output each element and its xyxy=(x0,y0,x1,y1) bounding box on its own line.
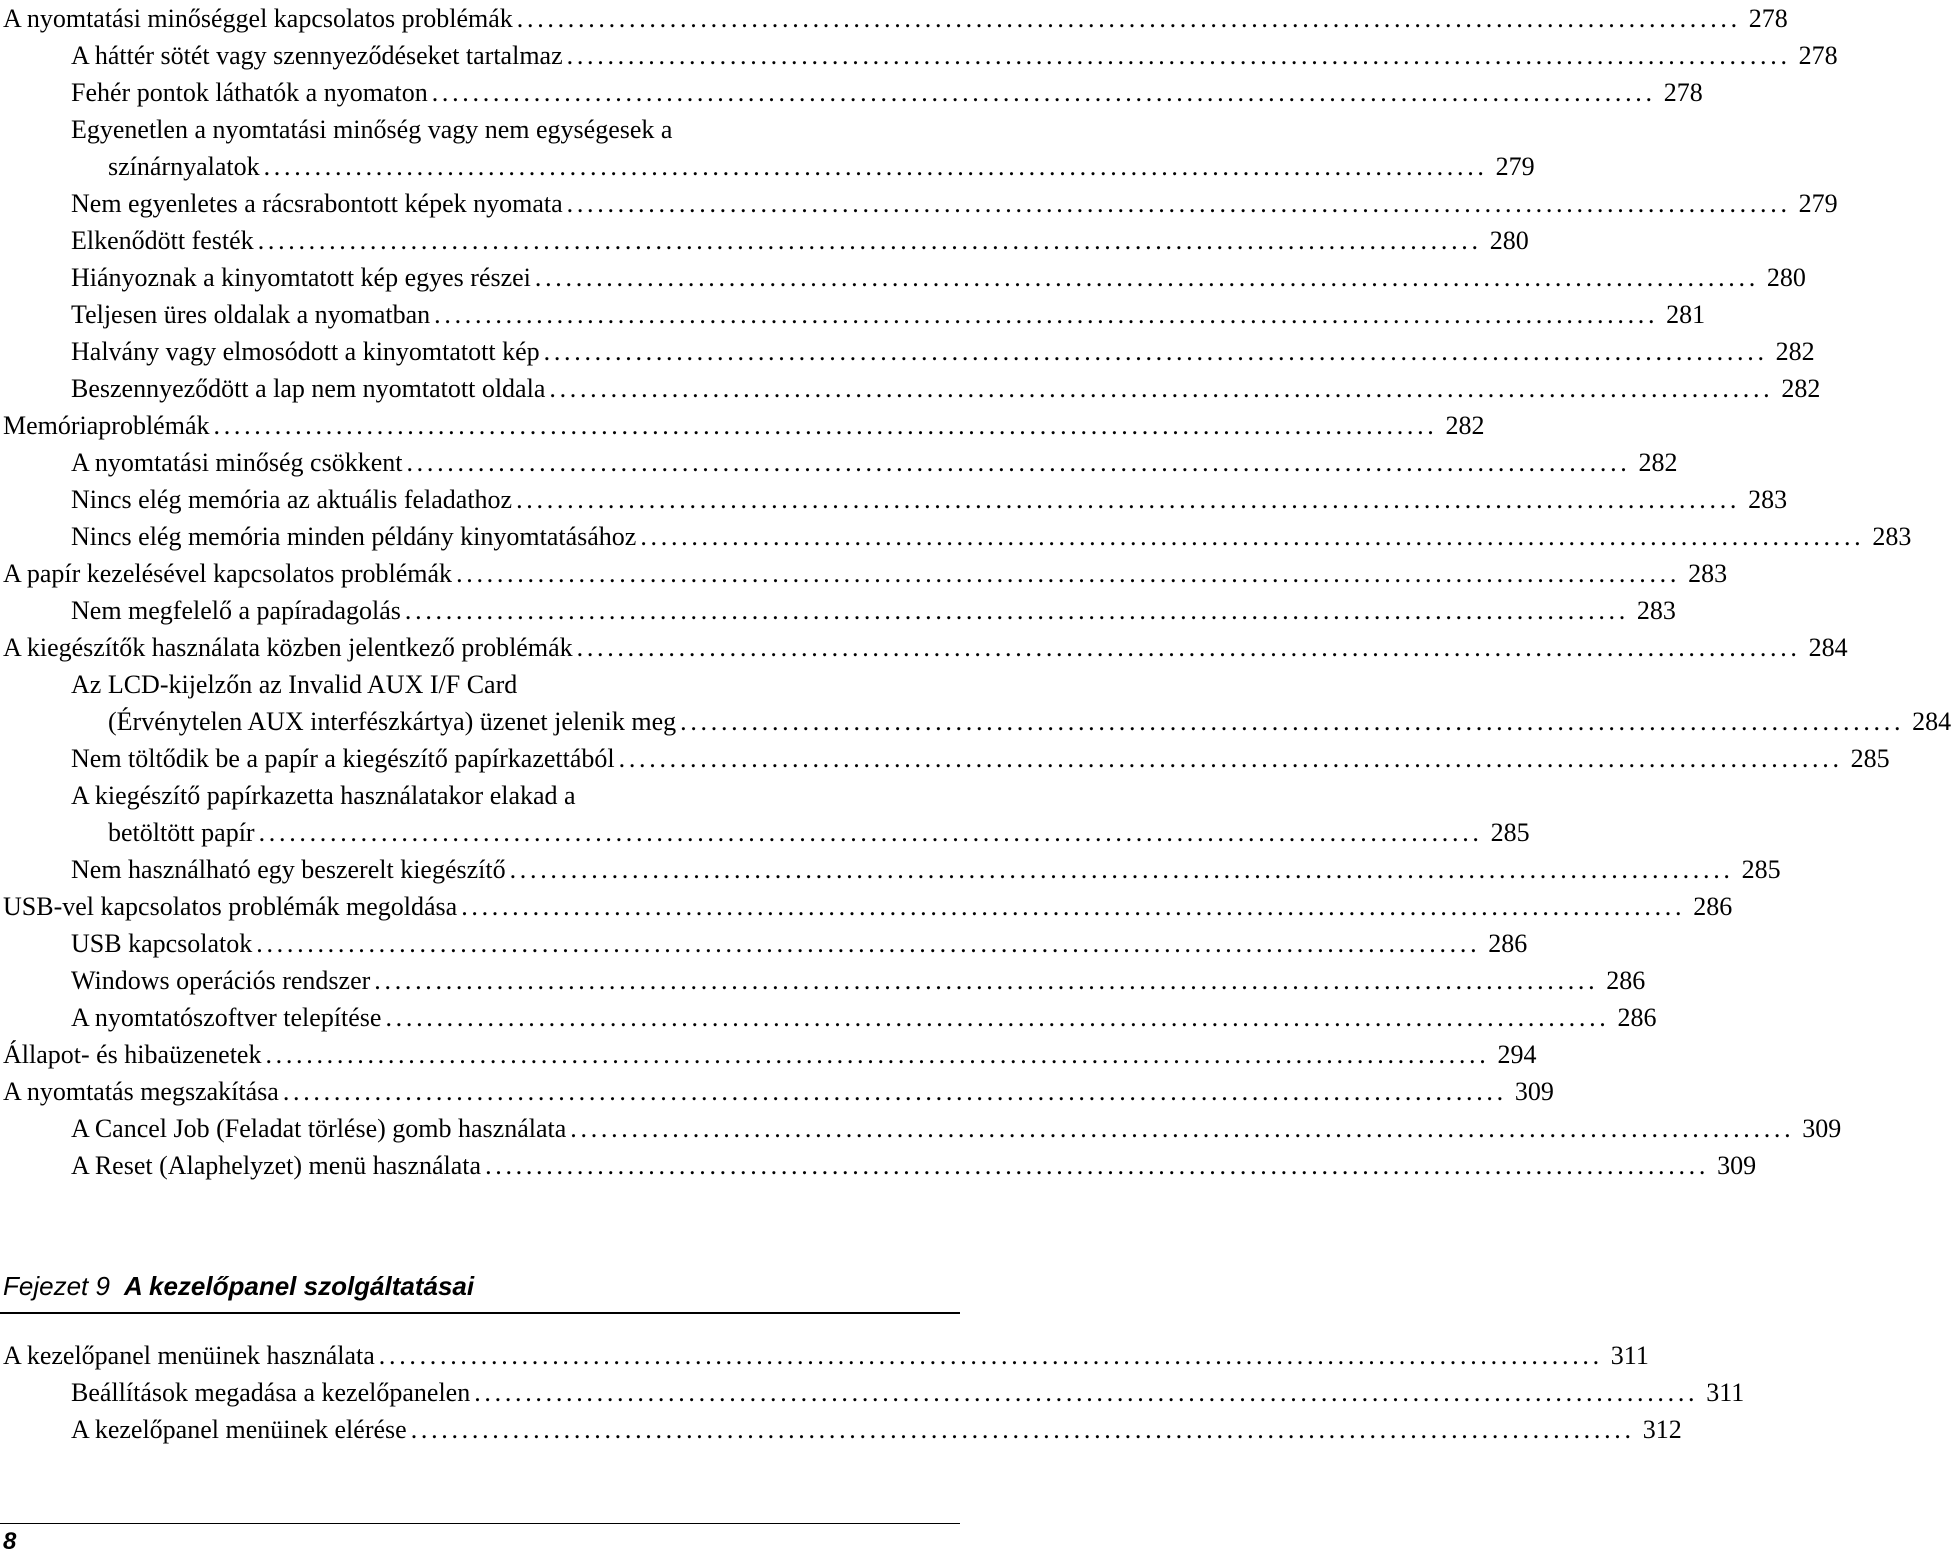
toc-entry[interactable] xyxy=(0,370,1821,407)
dot-leader: ........................................................................................................................ xyxy=(256,929,1481,958)
toc-entry-page: 311 xyxy=(1706,1378,1745,1407)
chapter-label: Fejezet 9 xyxy=(3,1271,110,1301)
dot-leader: ........................................................................................................................ xyxy=(516,485,1741,514)
dot-leader: ........................................................................................................................ xyxy=(516,4,1741,33)
toc-entry-page: 283 xyxy=(1872,522,1912,551)
toc-entry-title: Halvány vagy elmosódott a kinyomtatott kép xyxy=(71,337,540,366)
toc-entry[interactable] xyxy=(0,1036,1537,1073)
toc-entry-page: 278 xyxy=(1663,78,1703,107)
toc-entry[interactable] xyxy=(0,888,1733,925)
toc-entry-title: A háttér sötét vagy szennyeződéseket tartalmaz xyxy=(71,41,563,70)
toc-entry[interactable] xyxy=(0,851,1781,888)
toc-entry-title: USB kapcsolatok xyxy=(71,929,253,958)
toc-entry[interactable] xyxy=(0,259,1806,296)
toc-entry-title: A kezelőpanel menüinek használata xyxy=(3,1341,375,1370)
toc-entry-page: 286 xyxy=(1606,966,1646,995)
dot-leader: ........................................................................................................................ xyxy=(434,300,1659,329)
toc-entry-title: A papír kezelésével kapcsolatos problémák xyxy=(3,559,453,588)
toc-entry-title: A kezelőpanel menüinek elérése xyxy=(71,1415,407,1444)
toc-entry-title: betöltött papír xyxy=(108,818,255,847)
toc-entry-title: Beállítások megadása a kezelőpanelen xyxy=(71,1378,471,1407)
toc-entry-page: 282 xyxy=(1638,448,1678,477)
chapter-title: A kezelőpanel szolgáltatásai xyxy=(123,1271,475,1301)
toc-entry-page: 278 xyxy=(1798,41,1838,70)
toc-entry-title: A nyomtatás megszakítása xyxy=(3,1077,279,1106)
toc-entry-title: A nyomtatási minőség csökkent xyxy=(71,448,403,477)
dot-leader: ........................................................................................................................ xyxy=(257,226,1482,255)
dot-leader: ........................................................................................................................ xyxy=(410,1415,1635,1444)
toc-entry-title: Elkenődött festék xyxy=(71,226,254,255)
toc-entry[interactable] xyxy=(0,74,1703,111)
dot-leader: ........................................................................................................................ xyxy=(640,522,1865,551)
toc-entry[interactable] xyxy=(0,1110,1842,1147)
toc-entry-title: A kiegészítők használata közben jelentkező problémák xyxy=(3,633,573,662)
dot-leader: ........................................................................................................................ xyxy=(404,596,1629,625)
toc-entry-page: 309 xyxy=(1514,1077,1554,1106)
toc-entry-title: Nincs elég memória minden példány kinyomtatásához xyxy=(71,522,637,551)
toc-entry[interactable] xyxy=(0,999,1657,1036)
dot-leader: ........................................................................................................................ xyxy=(566,189,1791,218)
toc-entry-title: Memóriaproblémák xyxy=(3,411,210,440)
dot-leader: ........................................................................................................................ xyxy=(213,411,1438,440)
dot-leader: ........................................................................................................................ xyxy=(374,966,1599,995)
toc-entry[interactable] xyxy=(0,111,1535,185)
toc-entry-page: 285 xyxy=(1741,855,1781,884)
toc-entry[interactable] xyxy=(0,629,1848,666)
toc-entry-page: 283 xyxy=(1636,596,1676,625)
dot-leader: ........................................................................................................................ xyxy=(258,818,1483,847)
dot-leader: ........................................................................................................................ xyxy=(385,1003,1610,1032)
dot-leader: ........................................................................................................................ xyxy=(618,744,1843,773)
toc-entry[interactable] xyxy=(0,518,1912,555)
toc-entry-title: Az LCD-kijelzőn az Invalid AUX I/F Card xyxy=(71,670,518,699)
dot-leader: ........................................................................................................................ xyxy=(406,448,1631,477)
toc-entry-title: Nem használható egy beszerelt kiegészítő xyxy=(71,855,506,884)
toc-entry-page: 280 xyxy=(1766,263,1806,292)
toc-entry-page: 278 xyxy=(1748,4,1788,33)
dot-leader: ........................................................................................................................ xyxy=(534,263,1759,292)
toc-entry-title: Windows operációs rendszer xyxy=(71,966,371,995)
dot-leader: ........................................................................................................................ xyxy=(576,633,1801,662)
toc-entry-title: Egyenetlen a nyomtatási minőség vagy nem egységesek a xyxy=(71,115,673,144)
footer-divider xyxy=(0,1523,960,1524)
dot-leader: ........................................................................................................................ xyxy=(485,1151,1710,1180)
toc-entry-page: 282 xyxy=(1775,337,1815,366)
toc-entry[interactable] xyxy=(0,444,1678,481)
toc-entry-page: 294 xyxy=(1497,1040,1537,1069)
dot-leader: ........................................................................................................................ xyxy=(282,1077,1507,1106)
toc-entry-title: Állapot- és hibaüzenetek xyxy=(3,1040,262,1069)
toc-entry[interactable] xyxy=(0,666,1951,740)
toc-entry[interactable] xyxy=(0,185,1838,222)
toc-entry-title: A nyomtatási minőséggel kapcsolatos problémák xyxy=(3,4,513,33)
toc-entry-page: 279 xyxy=(1495,152,1535,181)
toc-entry[interactable] xyxy=(0,333,1815,370)
toc-entry-page: 282 xyxy=(1445,411,1485,440)
toc-entry-title: Nem töltődik be a papír a kiegészítő papírkazettából xyxy=(71,744,615,773)
toc-entry-title: Beszennyeződött a lap nem nyomtatott oldala xyxy=(71,374,546,403)
toc-entry-title: A nyomtatószoftver telepítése xyxy=(71,1003,382,1032)
toc-entry-page: 286 xyxy=(1617,1003,1657,1032)
dot-leader: ........................................................................................................................ xyxy=(549,374,1774,403)
toc-entry-title: A kiegészítő papírkazetta használatakor elakad a xyxy=(71,781,576,810)
toc-entry-title: Fehér pontok láthatók a nyomaton xyxy=(71,78,428,107)
toc-entry-page: 312 xyxy=(1642,1415,1682,1444)
toc-entry-page: 284 xyxy=(1808,633,1848,662)
page-number: 8 xyxy=(3,1528,17,1555)
dot-leader: ........................................................................................................................ xyxy=(680,707,1905,736)
toc-entry[interactable] xyxy=(0,555,1728,592)
toc-entry-page: 285 xyxy=(1850,744,1890,773)
toc-entry[interactable] xyxy=(0,1337,1649,1374)
toc-entry[interactable] xyxy=(0,777,1530,851)
toc-entry[interactable] xyxy=(0,962,1646,999)
toc-entry-title: Nem egyenletes a rácsrabontott képek nyomata xyxy=(71,189,563,218)
toc-entry-title: Teljesen üres oldalak a nyomatban xyxy=(71,300,431,329)
dot-leader: ........................................................................................................................ xyxy=(461,892,1686,921)
dot-leader: ........................................................................................................................ xyxy=(474,1378,1699,1407)
toc-entry[interactable] xyxy=(0,407,1485,444)
toc-entry-title: Nincs elég memória az aktuális feladathoz xyxy=(71,485,513,514)
toc-entry-title: (Érvénytelen AUX interfészkártya) üzenet jelenik meg xyxy=(108,707,677,736)
toc-entry-page: 309 xyxy=(1717,1151,1757,1180)
toc-entry[interactable] xyxy=(0,1147,1757,1184)
toc-entry[interactable] xyxy=(0,1411,1682,1448)
chapter-divider xyxy=(0,1312,960,1314)
toc-entry-page: 309 xyxy=(1802,1114,1842,1143)
dot-leader: ........................................................................................................................ xyxy=(570,1114,1795,1143)
toc-entry-page: 286 xyxy=(1693,892,1733,921)
toc-entry-title: USB-vel kapcsolatos problémák megoldása xyxy=(3,892,458,921)
toc-entry[interactable] xyxy=(0,296,1706,333)
toc-entry-page: 286 xyxy=(1488,929,1528,958)
toc-entry[interactable] xyxy=(0,481,1788,518)
toc-entry[interactable] xyxy=(0,592,1676,629)
toc-entry-page: 283 xyxy=(1688,559,1728,588)
dot-leader: ........................................................................................................................ xyxy=(265,1040,1490,1069)
toc-entry-title: színárnyalatok xyxy=(108,152,260,181)
toc-entry-title: Hiányoznak a kinyomtatott kép egyes részei xyxy=(71,263,531,292)
toc-entry[interactable] xyxy=(0,925,1528,962)
toc-entry-page: 285 xyxy=(1490,818,1530,847)
dot-leader: ........................................................................................................................ xyxy=(431,78,1656,107)
toc-list-chapter-9 xyxy=(0,1337,1745,1448)
toc-entry[interactable] xyxy=(0,222,1529,259)
dot-leader: ........................................................................................................................ xyxy=(456,559,1681,588)
toc-entry-title: A Reset (Alaphelyzet) menü használata xyxy=(71,1151,482,1180)
toc-entry[interactable] xyxy=(0,37,1838,74)
toc-entry-title: Nem megfelelő a papíradagolás xyxy=(71,596,401,625)
toc-entry[interactable] xyxy=(0,0,1788,37)
toc-entry-page: 279 xyxy=(1798,189,1838,218)
toc-entry-page: 284 xyxy=(1912,707,1951,736)
chapter-heading xyxy=(3,1266,960,1306)
dot-leader: ........................................................................................................................ xyxy=(378,1341,1603,1370)
dot-leader: ........................................................................................................................ xyxy=(566,41,1791,70)
toc-entry[interactable] xyxy=(0,1073,1554,1110)
toc-entry-page: 281 xyxy=(1666,300,1706,329)
toc-entry[interactable] xyxy=(0,740,1890,777)
toc-entry-page: 283 xyxy=(1748,485,1788,514)
dot-leader: ........................................................................................................................ xyxy=(263,152,1488,181)
toc-entry-page: 282 xyxy=(1781,374,1821,403)
dot-leader: ........................................................................................................................ xyxy=(509,855,1734,884)
dot-leader: ........................................................................................................................ xyxy=(543,337,1768,366)
toc-entry[interactable] xyxy=(0,1374,1745,1411)
toc-entry-page: 280 xyxy=(1489,226,1529,255)
toc-entry-title: A Cancel Job (Feladat törlése) gomb használata xyxy=(71,1114,567,1143)
toc-entry-page: 311 xyxy=(1610,1341,1649,1370)
